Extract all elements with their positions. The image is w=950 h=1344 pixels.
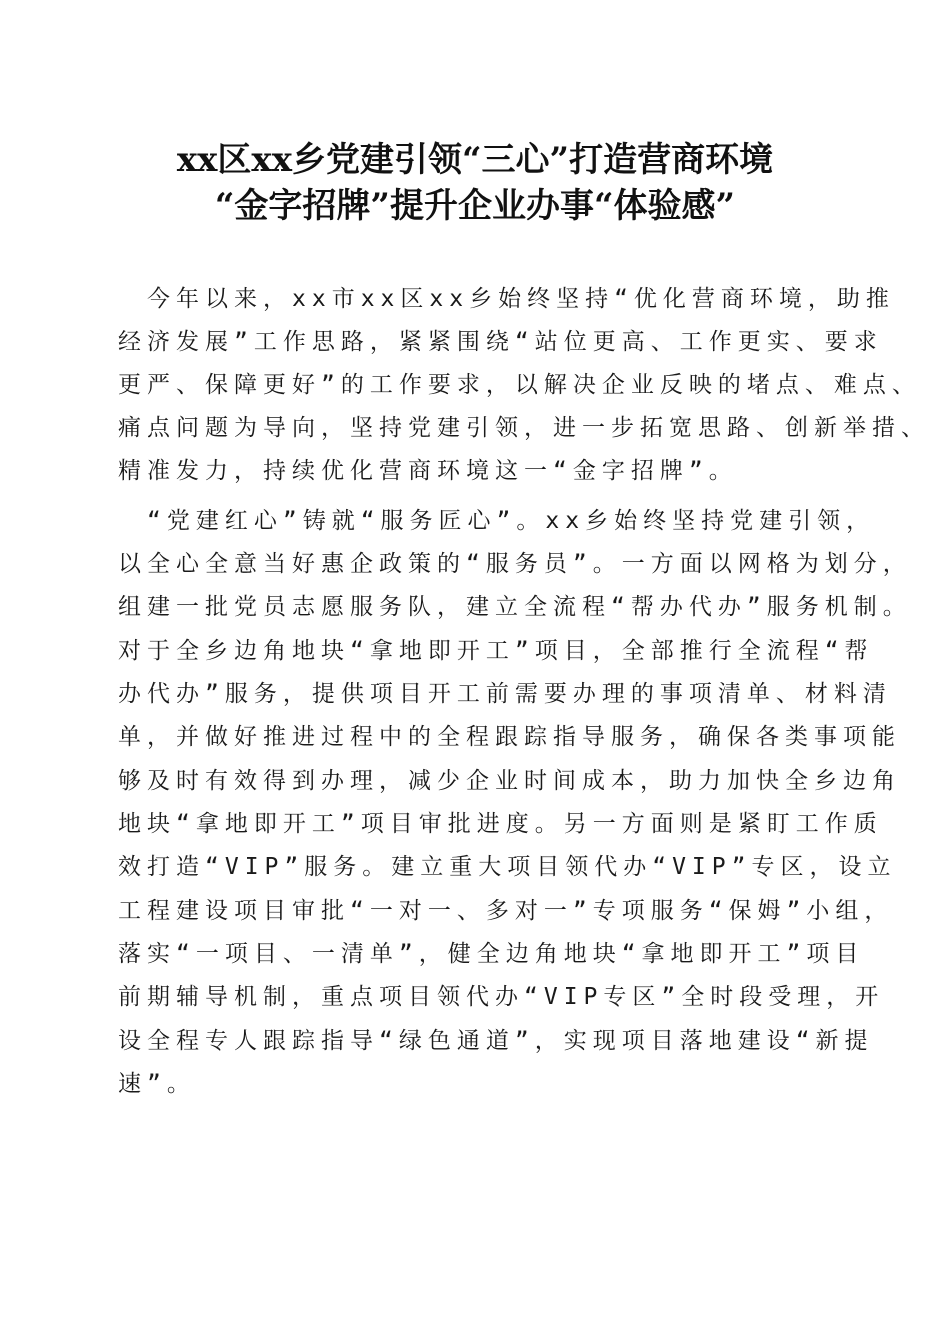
paragraph-2-line-10: 工程建设项目审批“一对一、多对一”专项服务“保姆”小组， <box>118 898 894 924</box>
paragraph-2-line-6: 单，并做好推进过程中的全程跟踪指导服务，确保各类事项能 <box>118 724 901 750</box>
paragraph-2-line-13: 设全程专人跟踪指导“绿色通道”，实现项目落地建设“新提 <box>118 1028 874 1054</box>
paragraph-2-line-9: 效打造“VIP”服务。建立重大项目领代办“VIP”专区，设立 <box>118 854 897 880</box>
paragraph-1-line-3: 更严、保障更好”的工作要求，以解决企业反映的堵点、难点、 <box>118 372 921 398</box>
paragraph-2-line-4: 对于全乡边角地块“拿地即开工”项目，全部推行全流程“帮 <box>118 638 874 664</box>
paragraph-2-line-5: 办代办”服务，提供项目开工前需要办理的事项清单、材料清 <box>118 681 892 707</box>
paragraph-1-line-2: 经济发展”工作思路，紧紧围绕“站位更高、工作更实、要求 <box>118 329 883 355</box>
paragraph-1-line-1: 今年以来，xx市xx区xx乡始终坚持“优化营商环境，助推 <box>118 286 895 312</box>
paragraph-2-line-7: 够及时有效得到办理，减少企业时间成本，助力加快全乡边角 <box>118 768 901 794</box>
paragraph-2-line-8: 地块“拿地即开工”项目审批进度。另一方面则是紧盯工作质 <box>118 811 883 837</box>
paragraph-2-line-3: 组建一批党员志愿服务队，建立全流程“帮办代办”服务机制。 <box>118 594 912 620</box>
paragraph-2-line-14: 速”。 <box>118 1071 196 1097</box>
paragraph-2-line-12: 前期辅导机制，重点项目领代办“VIP专区”全时段受理，开 <box>118 984 885 1010</box>
paragraph-1-line-4: 痛点问题为导向，坚持党建引领，进一步拓宽思路、创新举措、 <box>118 415 930 441</box>
document-title-line-2: “金字招牌”提升企业办事“体验感” <box>214 186 736 226</box>
document-title-line-1: xx区xx乡党建引领“三心”打造营商环境 <box>176 140 774 180</box>
paragraph-2-line-11: 落实“一项目、一清单”，健全边角地块“拿地即开工”项目 <box>118 941 865 967</box>
paragraph-2-line-2: 以全心全意当好惠企政策的“服务员”。一方面以网格为划分， <box>118 551 912 577</box>
paragraph-2-line-1: “党建红心”铸就“服务匠心”。xx乡始终坚持党建引领， <box>118 508 876 534</box>
paragraph-1-line-5: 精准发力，持续优化营商环境这一“金字招牌”。 <box>118 458 738 484</box>
